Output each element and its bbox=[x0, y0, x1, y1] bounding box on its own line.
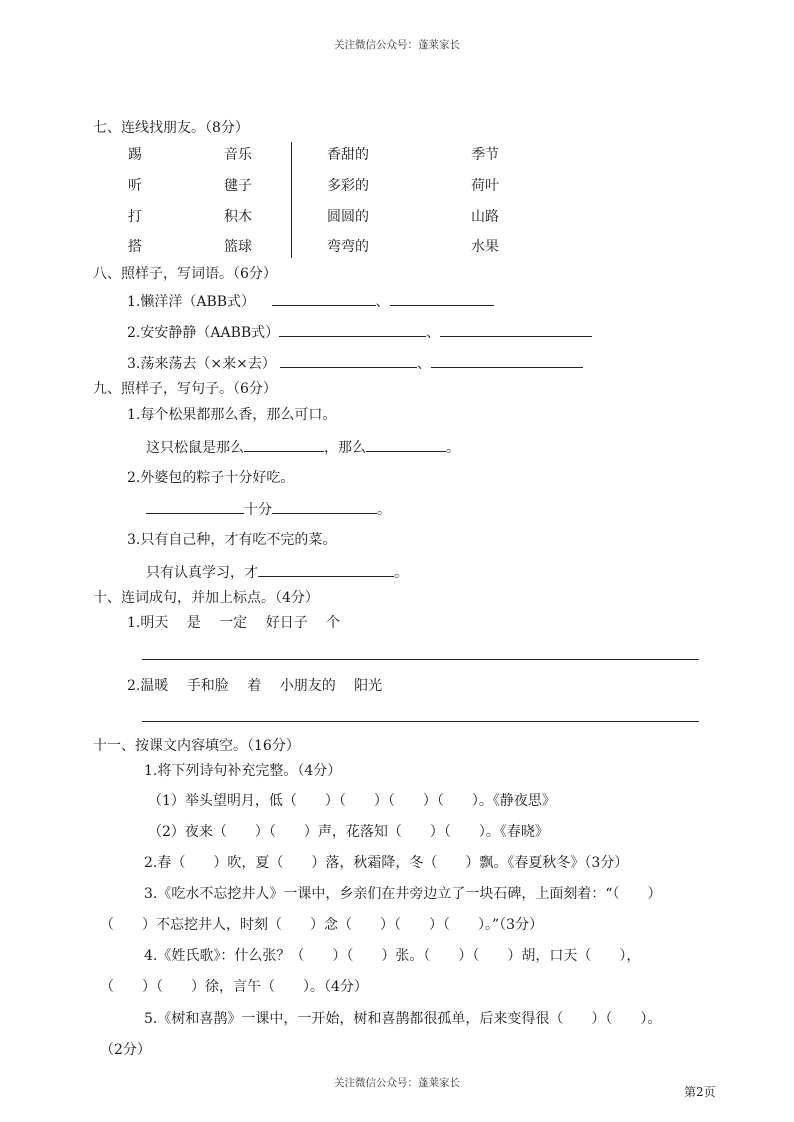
q7-right-match: 水果 bbox=[471, 239, 499, 255]
q7-left-word: 踢 bbox=[128, 147, 142, 163]
separator: 、 bbox=[375, 294, 390, 310]
q9-title: 九、照样子，写句子。（6分） bbox=[93, 381, 277, 397]
q7-right-word: 弯弯的 bbox=[327, 239, 369, 255]
q8-title: 八、照样子，写词语。（6分） bbox=[93, 266, 277, 282]
q7-left-match: 毽子 bbox=[224, 178, 252, 194]
q8-item-label: 1.懒洋洋（ABB式） bbox=[127, 294, 256, 310]
answer-blank[interactable] bbox=[280, 353, 417, 368]
answer-blank[interactable] bbox=[440, 322, 592, 337]
q8-item-label: 3.荡来荡去（×来×去） bbox=[127, 356, 276, 372]
q9-answer-line: 只有认真学习，才 。 bbox=[146, 562, 408, 583]
separator: 、 bbox=[416, 356, 431, 372]
q7-title: 七、连线找朋友。（8分） bbox=[93, 120, 249, 136]
q11-subquestion: 4.《姓氏歌》：什么张？（ ）（ ）张。（ ）（ ）胡，口天（ ）， bbox=[144, 948, 641, 964]
q8-item bbox=[127, 353, 583, 374]
q11-line: （2）夜来（ ）（ ）声，花落知（ ）（ ）。《春晓》 bbox=[148, 824, 549, 840]
answer-blank[interactable] bbox=[272, 291, 376, 306]
q11-line: （ ）不忘挖井人，时刻（ ）念（ ）（ ）（ ）。”（3分） bbox=[100, 917, 544, 933]
q11-line: （1）举头望明月，低（ ）（ ）（ ）（ ）。《静夜思》 bbox=[148, 793, 556, 809]
q11-line: （2分） bbox=[100, 1042, 151, 1058]
q7-left-match: 音乐 bbox=[224, 147, 252, 163]
q10-words: 2.温暖 手和脸 着 小朋友的 阳光 bbox=[127, 678, 383, 694]
answer-blank[interactable] bbox=[390, 291, 494, 306]
answer-line[interactable] bbox=[142, 721, 699, 722]
q9-example: 3.只有自己种，才有吃不完的菜。 bbox=[127, 532, 337, 548]
q8-item bbox=[127, 322, 592, 343]
answer-blank[interactable] bbox=[146, 499, 244, 514]
q11-subquestion: 3.《吃水不忘挖井人》一课中，乡亲们在井旁边立了一块石碑，上面刻着：“（ ） bbox=[144, 886, 662, 902]
q10-title: 十、连词成句，并加上标点。（4分） bbox=[93, 590, 319, 606]
q7-left-word: 搭 bbox=[128, 239, 142, 255]
q7-right-match: 山路 bbox=[471, 209, 499, 225]
q7-right-word: 圆圆的 bbox=[327, 209, 369, 225]
q7-right-word: 多彩的 bbox=[327, 178, 369, 194]
q7-left-word: 听 bbox=[128, 178, 142, 194]
q7-left-match: 篮球 bbox=[224, 239, 252, 255]
q7-left-word: 打 bbox=[128, 209, 142, 225]
separator: 、 bbox=[426, 325, 441, 341]
page-footer: 关注微信公众号：蓬莱家长 bbox=[334, 1077, 460, 1089]
page-header: 关注微信公众号：蓬莱家长 bbox=[334, 39, 460, 51]
q11-subquestion: 1.将下列诗句补充完整。（4分） bbox=[144, 763, 342, 779]
answer-blank[interactable] bbox=[272, 499, 377, 514]
q9-answer-line: 这只松鼠是那么 ，那么 。 bbox=[146, 437, 460, 458]
q11-title: 十一、按课文内容填空。（16分） bbox=[93, 738, 300, 754]
answer-blank[interactable] bbox=[431, 353, 583, 368]
q8-item-label: 2.安安静静（AABB式） bbox=[127, 325, 280, 341]
answer-blank[interactable] bbox=[279, 322, 426, 337]
q11-subquestion: 2.春（ ）吹，夏（ ）落，秋霜降，冬（ ）飘。《春夏秋冬》（3分） bbox=[144, 855, 629, 871]
q11-subquestion: 5.《树和喜鹊》一课中，一开始，树和喜鹊都很孤单，后来变得很（ ）（ ）。 bbox=[144, 1011, 662, 1027]
page-number: 第2页 bbox=[684, 1085, 716, 1099]
q7-right-word: 香甜的 bbox=[327, 147, 369, 163]
q7-right-match: 季节 bbox=[471, 147, 499, 163]
q7-left-match: 积木 bbox=[224, 209, 252, 225]
answer-blank[interactable] bbox=[258, 562, 394, 577]
q9-answer-line: 十分 。 bbox=[146, 499, 391, 520]
q10-words: 1.明天 是 一定 好日子 个 bbox=[127, 615, 341, 631]
q7-divider bbox=[291, 142, 292, 258]
answer-line[interactable] bbox=[142, 659, 699, 660]
answer-blank[interactable] bbox=[366, 437, 446, 452]
q8-item bbox=[127, 291, 494, 312]
answer-blank[interactable] bbox=[244, 437, 324, 452]
q11-line: （ ）（ ）徐，言午（ ）。（4分） bbox=[100, 979, 368, 995]
q7-right-match: 荷叶 bbox=[471, 178, 499, 194]
q9-example: 1.每个松果都那么香，那么可口。 bbox=[127, 407, 337, 423]
q9-example: 2.外婆包的粽子十分好吃。 bbox=[127, 470, 295, 486]
